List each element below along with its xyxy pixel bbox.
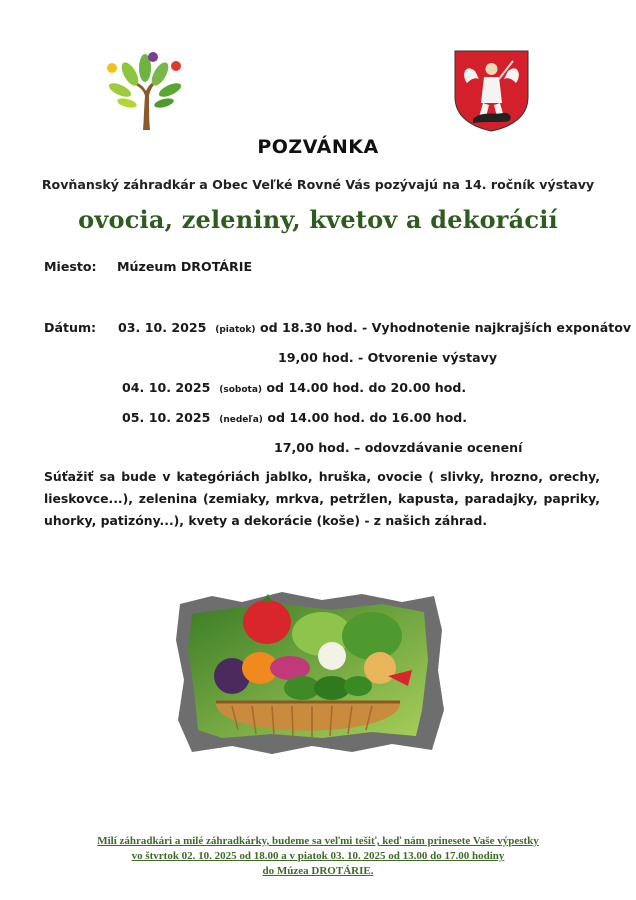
page-subtitle: Rovňanský záhradkár a Obec Veľké Rovné Vás pozývajú na 14. ročník výstavy: [41, 177, 595, 192]
date-value: 03. 10. 2025: [118, 320, 207, 335]
date-day: (nedeľa): [219, 415, 263, 425]
date-day: (piatok): [215, 325, 256, 335]
date-row-5: [274, 440, 522, 455]
page-title: POZVÁNKA: [257, 136, 379, 158]
tree-logo-icon: [100, 48, 190, 133]
location-label: Miesto:: [44, 259, 97, 274]
date-day: (sobota): [219, 385, 263, 395]
date-text: od 14.00 hod. do 16.00 hod.: [267, 410, 468, 425]
vegetable-basket-image: [172, 590, 446, 756]
date-label: Dátum:: [44, 320, 97, 335]
date-row-2: [278, 350, 497, 365]
location-value: Múzeum DROTÁRIE: [117, 259, 253, 274]
date-row-1: [118, 320, 631, 335]
date-row-4: [122, 410, 467, 425]
footer-line-1: Milí záhradkári a milé záhradkárky, budeme sa veľmi tešiť, keď nám prinesete Vaše výpestky: [97, 835, 539, 847]
date-text: od 14.00 hod. do 20.00 hod.: [266, 380, 467, 395]
date-text: 17,00 hod. – odovzdávanie ocenení: [274, 440, 523, 455]
date-value: 05. 10. 2025: [122, 410, 211, 425]
footer-note: [0, 834, 636, 879]
footer-line-2: vo štvrtok 02. 10. 2025 od 18.00 a v piatok 03. 10. 2025 od 13.00 do 17.00 hodiny: [131, 850, 505, 862]
date-value: 04. 10. 2025: [122, 380, 211, 395]
date-row-3: [122, 380, 466, 395]
footer-line-3: do Múzea DROTÁRIE.: [262, 865, 374, 877]
exhibition-headline: ovocia, zeleniny, kvetov a dekorácií: [78, 205, 558, 234]
categories-paragraph: Súťažiť sa bude v kategóriách jablko, hruška, ovocie ( slivky, hrozno, orechy, lieskovce...), zelenina (zemiaky, mrkva, petržlen, kapusta, paradajky, papriky, uhorky, patizóny...), kvety a dekorácie (koše) - z našich záhrad.: [44, 469, 600, 528]
coat-of-arms-icon: [453, 49, 530, 132]
date-text: od 18.30 hod. - Vyhodnotenie najkrajších exponátov: [259, 320, 632, 335]
date-text: 19,00 hod. - Otvorenie výstavy: [278, 350, 498, 365]
